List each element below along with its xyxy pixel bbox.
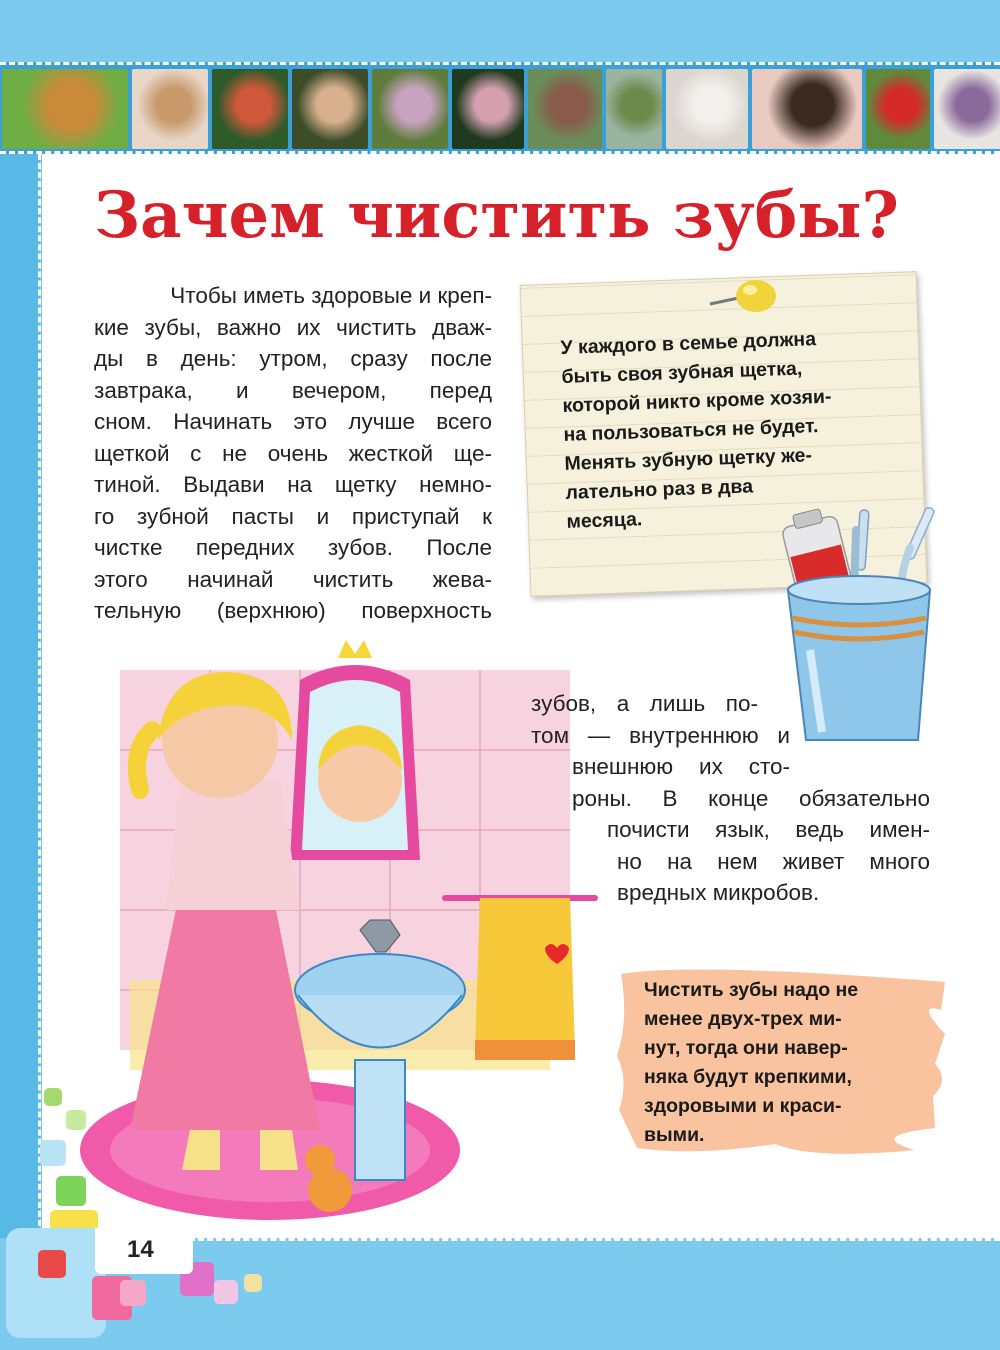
page-title: Зачем чистить зубы?: [94, 178, 899, 253]
text-line: тиной. Выдави на щетку немно-: [94, 472, 492, 497]
text-line: Чистить зубы надо не: [644, 979, 859, 1001]
text-line: Чтобы иметь здоровые и креп-: [170, 283, 492, 308]
text-line: У каждого в семье должна: [560, 328, 817, 359]
child-photo: [666, 69, 748, 149]
text-line: месяца.: [566, 508, 643, 533]
tip-text: [644, 976, 858, 1150]
text-line: которой никто кроме хозяи-: [562, 385, 832, 417]
text-line: тельную (верхнюю) поверхность: [94, 598, 492, 623]
child-photo: [866, 69, 930, 149]
text-line: на пользоваться не будет.: [563, 415, 819, 446]
text-line: Менять зубную щетку же-: [564, 444, 813, 475]
child-photo: [292, 69, 368, 149]
left-frame-stripe: [0, 154, 40, 1350]
child-photo: [528, 69, 602, 149]
child-photo: [452, 69, 524, 149]
text-line: внешнюю их сто-: [572, 754, 790, 779]
photo-strip: [0, 62, 1000, 154]
child-photo: [212, 69, 288, 149]
push-pin-icon: [700, 270, 790, 330]
text-line: менее двух-трех ми-: [644, 1008, 842, 1030]
text-line: зубов, а лишь по-: [531, 691, 758, 716]
text-line: этого начинай чистить жева-: [94, 566, 492, 592]
left-frame-dash: [38, 154, 41, 1244]
child-photo: [606, 69, 662, 149]
toothbrush-cup-illustration: [770, 500, 950, 750]
text-line: щеткой с не очень жесткой ще-: [94, 440, 492, 466]
text-line: том — внутреннюю и: [531, 722, 790, 748]
text-line: ды в день: утром, сразу после: [94, 346, 492, 371]
text-line: почисти язык, ведь имен-: [607, 817, 930, 842]
text-line: чистке передних зубов. После: [94, 535, 492, 560]
text-line: нут, тогда они навер-: [644, 1037, 848, 1059]
text-line: лательно раз в два: [565, 475, 754, 504]
child-photo: [934, 69, 1000, 149]
bottom-frame-dash: [180, 1238, 1000, 1241]
text-line: сном. Начинать это лучше всего: [94, 409, 492, 434]
text-line: роны. В конце обязательно: [572, 785, 930, 811]
girl-brushing-teeth-illustration: [70, 630, 600, 1230]
child-photo: [372, 69, 448, 149]
text-line: завтрака, и вечером, перед: [94, 377, 492, 403]
paragraph-main: [94, 280, 492, 627]
text-line: вредных микробов.: [617, 880, 820, 905]
page-number: 14: [127, 1236, 154, 1263]
text-line: кие зубы, важно их чистить дваж-: [94, 314, 492, 340]
child-photo: [752, 69, 862, 149]
text-line: быть своя зубная щетка,: [561, 357, 803, 388]
text-line: выми.: [644, 1124, 705, 1146]
text-line: го зубной пасты и приступай к: [94, 503, 492, 529]
towel-icon: [475, 898, 575, 1060]
text-line: но на нем живет много: [617, 848, 930, 874]
text-line: здоровыми и краси-: [644, 1095, 842, 1117]
text-line: няка будут крепкими,: [644, 1066, 852, 1088]
child-photo: [2, 69, 128, 149]
child-photo: [132, 69, 208, 149]
